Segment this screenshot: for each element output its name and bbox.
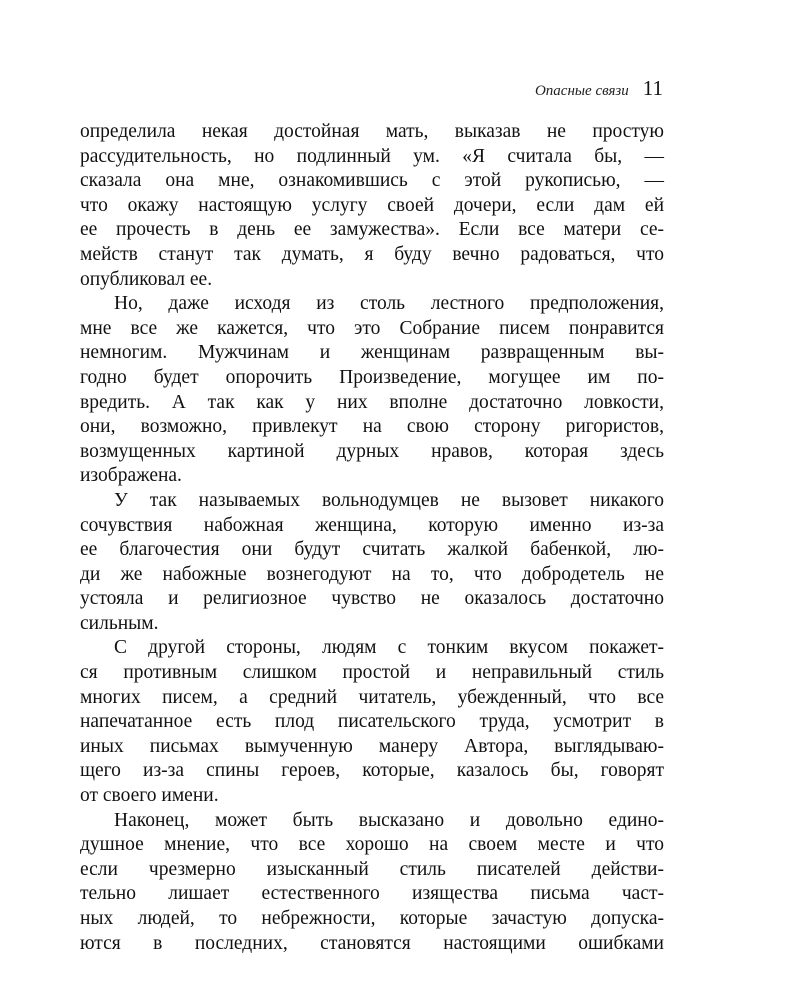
paragraph (80, 636, 664, 808)
text-line: ся противным слишком простой и неправильный стиль (80, 662, 664, 684)
text-line: годно будет опорочить Произведение, могущее им по- (80, 366, 664, 388)
text-line: сильным. (80, 612, 159, 634)
text-line: немногим. Мужчинам и женщинам развращенным вы- (80, 342, 664, 364)
text-line: ных людей, то небрежности, которые зачастую допуска- (80, 908, 664, 929)
text-line: ее благочестия они будут считать жалкой бабенкой, лю- (80, 539, 664, 561)
text-line: ее прочесть в день ее замужества». Если все матери се- (80, 219, 664, 241)
text-line: У так называемых вольнодумцев не вызовет никакого (114, 489, 664, 511)
text-line: что окажу настоящую услугу своей дочери, если дам ей (80, 194, 664, 216)
text-line: ди же набожные вознегодуют на то, что добродетель не (80, 563, 664, 585)
page-number: 11 (642, 76, 663, 100)
text-line: определила некая достойная мать, выказав не простую (80, 121, 664, 142)
text-line: иных письмах вымученную манеру Автора, выглядываю- (80, 735, 664, 757)
text-line: сказала она мне, ознакомившись с этой рукописью, — (80, 170, 664, 192)
text-line: душное мнение, что все хорошо на своем месте и что (80, 834, 664, 856)
text-line: если чрезмерно изысканный стиль писателей действи- (80, 858, 664, 880)
text-line: устояла и религиозное чувство не оказалось достаточно (80, 588, 664, 610)
text-line: рассудительность, но подлинный ум. «Я считала бы, — (80, 145, 664, 167)
text-line: ются в последних, становятся настоящими ошибками (80, 932, 664, 954)
text-line: Наконец, может быть высказано и довольно едино- (114, 809, 664, 831)
text-line: мейств станут так думать, я буду вечно радоваться, что (80, 243, 664, 265)
text-line: изображена. (80, 465, 182, 487)
text-line: опубликовал ее. (80, 268, 213, 290)
text-line: Но, даже исходя из столь лестного предположения, (114, 293, 664, 315)
text-line: возмущенных картиной дурных нравов, которая здесь (80, 440, 664, 462)
text-line: вредить. А так как у них вполне достаточно ловкости, (80, 391, 664, 413)
running-title: Опасные связи (534, 83, 629, 99)
text-line: напечатанное есть плод писательского труда, усмотрит в (80, 711, 664, 733)
text-line: от своего имени. (80, 785, 219, 807)
body-text (80, 120, 664, 956)
text-line: щего из-за спины героев, которые, казалось бы, говорят (80, 760, 664, 782)
paragraph (80, 120, 664, 292)
running-head (535, 76, 663, 101)
text-line: они, возможно, привлекут на свою сторону ригористов, (80, 416, 664, 438)
text-line: сочувствия набожная женщина, которую именно из-за (80, 514, 664, 536)
paragraph (80, 489, 664, 637)
text-line: тельно лишает естественного изящества письма част- (80, 883, 664, 905)
text-line: многих писем, а средний читатель, убежденный, что все (80, 686, 664, 708)
text-line: С другой стороны, людям с тонким вкусом покажет- (114, 637, 664, 659)
paragraph (80, 809, 664, 957)
paragraph (80, 292, 664, 489)
text-line: мне все же кажется, что это Собрание писем понравится (80, 317, 664, 339)
